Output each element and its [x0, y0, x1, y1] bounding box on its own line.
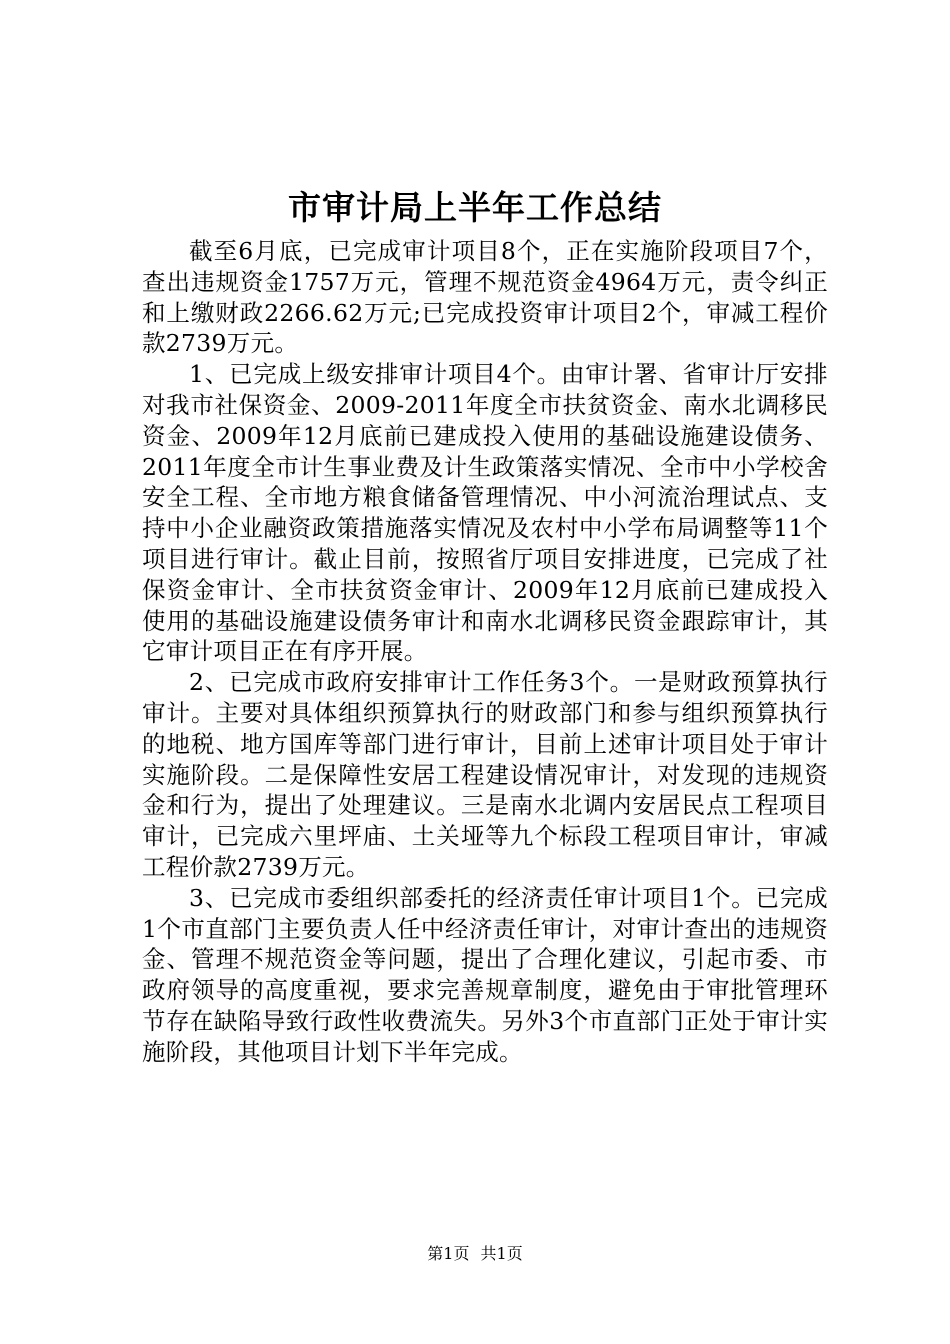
paragraph-summary: 截至6月底，已完成审计项目8个，正在实施阶段项目7个，查出违规资金1757万元，管理不规范资金4964万元，责令纠正和上缴财政2266.62万元;已完成投资审计项目2个，审减工程价款2739万元。	[142, 237, 828, 358]
page-footer	[0, 1243, 950, 1265]
document-title: 市审计局上半年工作总结	[288, 188, 662, 227]
paragraph-item-2: 2、已完成市政府安排审计工作任务3个。一是财政预算执行审计。主要对具体组织预算执行的财政部门和参与组织预算执行的地税、地方国库等部门进行审计，目前上述审计项目处于审计实施阶段。二是保障性安居工程建设情况审计，对发现的违规资金和行为，提出了处理建议。三是南水北调内安居民点工程项目审计，已完成六里坪庙、土关垭等九个标段工程项目审计，审减工程价款2739万元。	[142, 668, 828, 881]
paragraph-item-1: 1、已完成上级安排审计项目4个。由审计署、省审计厅安排对我市社保资金、2009-2011年度全市扶贫资金、南水北调移民资金、2009年12月底前已建成投入使用的基础设施建设债务、2011年度全市计生事业费及计生政策落实情况、全市中小学校舍安全工程、全市地方粮食储备管理情况、中小河流治理试点、支持中小企业融资政策措施落实情况及农村中小学布局调整等11个项目进行审计。截止目前，按照省厅项目安排进度，已完成了社保资金审计、全市扶贫资金审计、2009年12月底前已建成投入使用的基础设施建设债务审计和南水北调移民资金跟踪审计，其它审计项目正在有序开展。	[142, 360, 828, 666]
page-number: 第1页	[427, 1244, 470, 1263]
paragraph-item-3: 3、已完成市委组织部委托的经济责任审计项目1个。已完成1个市直部门主要负责人任中经济责任审计，对审计查出的违规资金、管理不规范资金等问题，提出了合理化建议，引起市委、市政府领导的高度重视，要求完善规章制度，避免由于审批管理环节存在缺陷导致行政性收费流失。另外3个市直部门正处于审计实施阶段，其他项目计划下半年完成。	[142, 883, 828, 1066]
page-total: 共1页	[480, 1244, 523, 1263]
document-body	[142, 236, 828, 1068]
